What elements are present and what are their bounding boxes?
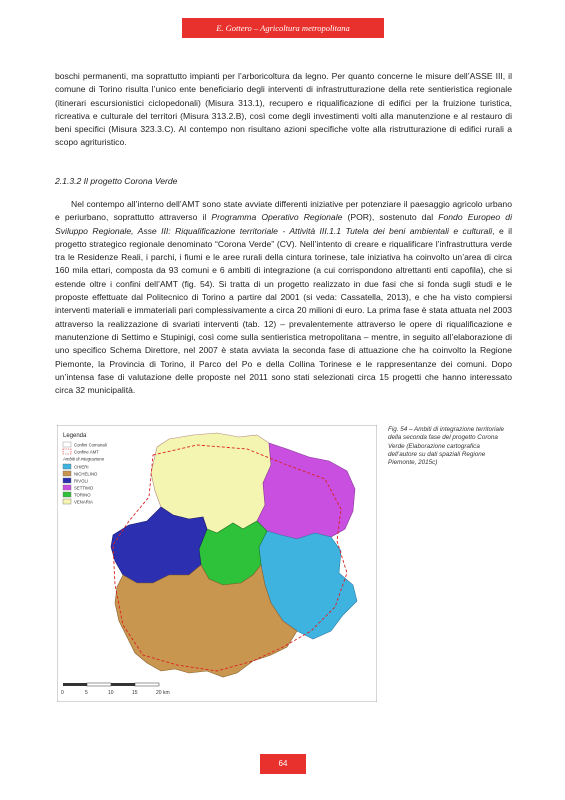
figure-caption: Fig. 54 – Ambiti di integrazione territoriale della seconda fase del progetto Corona Verde (Elaborazione cartografica dell’autore su dati spaziali Regione Piemonte, 2015c) (388, 426, 504, 467)
legend-swatch-nichelino (63, 471, 71, 476)
scale-label-15: 15 (132, 690, 138, 696)
legend-label-chieri: CHIERI (74, 464, 89, 470)
paragraph-2-part-a: Nel contempo all’interno dell’AMT sono state avviate differenti iniziative per potenziare il paesaggio agricolo urbano e periurbano, soprattutto attraverso il (55, 199, 512, 223)
legend-swatch-chieri (63, 464, 71, 469)
scale-label-20km: 20 km (156, 690, 170, 696)
scale-segment-1 (63, 683, 87, 686)
legend-label-settimo: SETTIMO (74, 485, 94, 491)
scale-segment-4 (135, 683, 159, 686)
paragraph-2-emphasis-por: Programma Operativo Regionale (211, 212, 343, 223)
paragraph-2-emphasis-fesr: Fondo Europeo di Sviluppo Regionale, Asse III: Riqualificazione territoriale - Attività III.1.1 Tutela dei beni ambientali e culturali (55, 212, 512, 236)
paragraph-2 (55, 198, 512, 397)
legend-swatch-torino (63, 492, 71, 497)
legend-label-ambiti: Ambiti di integrazione (63, 456, 105, 462)
scale-segment-2 (87, 683, 111, 686)
running-header: E. Gottero – Agricoltura metropolitana (182, 18, 384, 38)
scale-segment-3 (111, 683, 135, 686)
legend-label-venaria: VENARIA (74, 499, 93, 505)
page-number: 64 (260, 754, 306, 774)
legend-swatch-confine-amt (63, 449, 71, 454)
legend-title: Legenda (63, 433, 87, 439)
legend-swatch-settimo (63, 485, 71, 490)
legend-label-confine-amt: Confine AMT (74, 449, 99, 455)
legend-swatch-confini-comunali (63, 442, 71, 447)
legend-swatch-venaria (63, 499, 71, 504)
scale-label-10: 10 (108, 690, 114, 696)
section-heading: 2.1.3.2 Il progetto Corona Verde (55, 176, 178, 186)
legend-label-torino: TORINO (74, 492, 91, 498)
paragraph-2-part-c: , e il progetto strategico regionale denominato “Corona Verde” (CV). Nell’intento di creare e riqualificare l’infrastruttura verde tra le Residenze Reali, i parchi, i fiumi e le aree rurali della cintura torinese, tale iniziativa ha coinvolto un’area di circa 160 mila ettari, composta da 93 comuni e 6 ambiti di integrazione (a cui corrispondono altrettanti enti capofila), che si estende oltre i confini dell’AMT (fig. 54). Si tratta di un progetto realizzato in due fasi che si fonda sugli studi e le proposte effettuate dal Politecnico di Torino a partire dal 2001 (si veda: Cassatella, 2013), e che ha visto compiersi interventi materiali e immateriali pari complessivamente a circa 20 milioni di euro. La prima fase è stata attuata nel 2003 attraverso la realizzazione di svariati interventi (tab. 12) – prevalentemente attraverso le opere di riqualificazione e manutenzione di Settimo e Stupinigi, così come sulla sentieristica metropolitana – mentre, in seguito all’elaborazione di uno specifico Schema Direttore, nel 2007 è stata avviata la seconda fase di attuazione che ha coinvolto la Regione Piemonte, la Provincia di Torino, il Parco del Po e della Collina Torinese e le rappresentanze dei comuni. Dopo un’intensa fase di valutazione delle proposte nel 2011 sono stati selezionati circa 15 progetti che hanno interessato circa 32 municipalità. (55, 225, 512, 396)
scale-label-5: 5 (85, 690, 88, 696)
legend-label-rivoli: RIVOLI (74, 478, 89, 484)
scale-label-0: 0 (61, 690, 64, 696)
corona-verde-map (57, 425, 377, 702)
legend-label-confini-comunali: Confini Comunali (74, 442, 107, 448)
legend-label-nichelino: NICHELINO (74, 471, 98, 477)
legend-swatch-rivoli (63, 478, 71, 483)
paragraph-1: boschi permanenti, ma soprattutto impianti per l’arboricoltura da legno. Per quanto concerne le misure dell’ASSE III, il comune di Torino risulta l’unico ente beneficiario degli interventi di infrastrutturazione della rete sentieristica regionale (itinerari escursionistici ciclopedonali) (Misura 313.1), recupero e riqualificazione di edifici per la fruizione turistica, ricreativa e culturale del territori (Misura 313.2.B), così come degli investimenti volti alla manutenzione e al restauro di beni specifici (Misura 323.3.C). Al contempo non risultano azioni specifiche volte alla ristrutturazione di edifici rurali a scopo agrituristico. (55, 71, 512, 148)
paragraph-2-part-b: (POR), sostenuto dal (342, 212, 439, 223)
